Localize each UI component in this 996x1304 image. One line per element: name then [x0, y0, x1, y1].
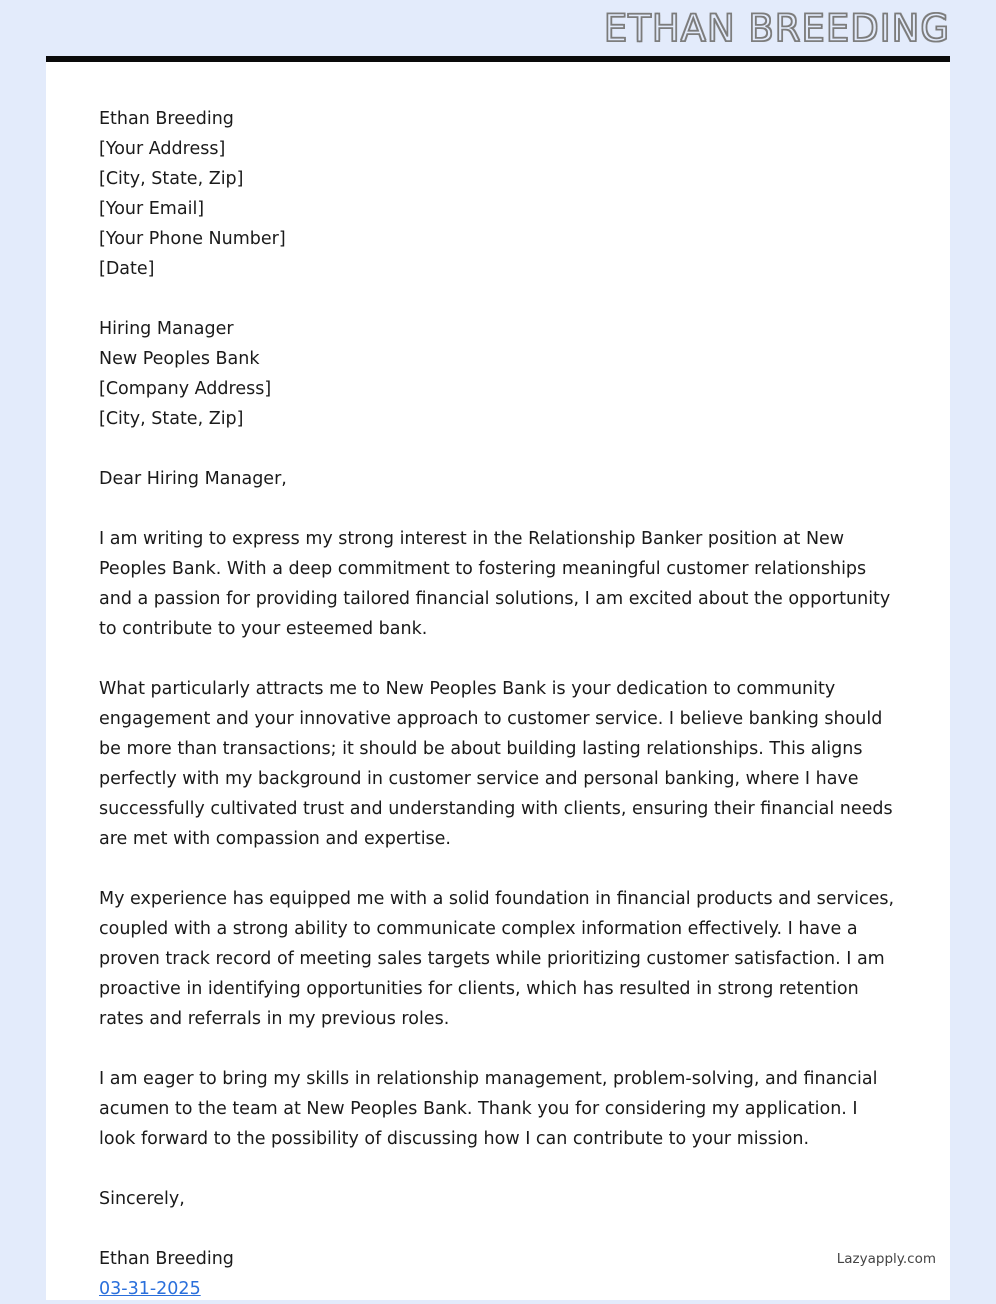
- sender-line: [Your Email]: [99, 199, 205, 219]
- footer-credit: Lazyapply.com: [836, 1251, 936, 1267]
- recipient-address-block: [99, 314, 899, 434]
- letter-paragraph: I am eager to bring my skills in relationship management, problem-solving, and financial acumen to the team at New Peoples Bank. Thank you for considering my application. I look forward to the possibility of discussing how I can contribute to your mission.: [99, 1069, 878, 1149]
- letter-sheet: [46, 56, 950, 1300]
- sender-line: Ethan Breeding: [99, 109, 234, 129]
- header-applicant-name: ETHAN BREEDING: [603, 6, 950, 50]
- recipient-line: [Company Address]: [99, 379, 272, 399]
- sender-line: [Date]: [99, 259, 155, 279]
- signature-date: 03-31-2025: [99, 1279, 201, 1299]
- letter-paragraph: I am writing to express my strong interest in the Relationship Banker position at New Peoples Bank. With a deep commitment to fostering meaningful customer relationships and a passion for providing tailored financial solutions, I am excited about the opportunity to contribute to your esteemed bank.: [99, 529, 891, 639]
- closing: Sincerely,: [99, 1189, 185, 1209]
- recipient-line: New Peoples Bank: [99, 349, 260, 369]
- sender-line: [Your Address]: [99, 139, 226, 159]
- salutation: Dear Hiring Manager,: [99, 469, 287, 489]
- document-header: [0, 0, 996, 56]
- recipient-line: Hiring Manager: [99, 319, 234, 339]
- signature-name: Ethan Breeding: [99, 1249, 234, 1269]
- letter-paragraph: My experience has equipped me with a solid foundation in financial products and services, coupled with a strong ability to communicate complex information effectively. I have a proven track record of meeting sales targets while prioritizing customer satisfaction. I am proactive in identifying opportunities for clients, which has resulted in strong retention rates and referrals in my previous roles.: [99, 889, 895, 1029]
- recipient-line: [City, State, Zip]: [99, 409, 244, 429]
- sender-line: [Your Phone Number]: [99, 229, 286, 249]
- letter-body: [99, 104, 899, 1304]
- letter-paragraph: What particularly attracts me to New Peoples Bank is your dedication to community engagement and your innovative approach to customer service. I believe banking should be more than transactions; it should be about building lasting relationships. This aligns perfectly with my background in customer service and personal banking, where I have successfully cultivated trust and understanding with clients, ensuring their financial needs are met with compassion and expertise.: [99, 679, 893, 849]
- sender-address-block: [99, 104, 899, 284]
- sender-line: [City, State, Zip]: [99, 169, 244, 189]
